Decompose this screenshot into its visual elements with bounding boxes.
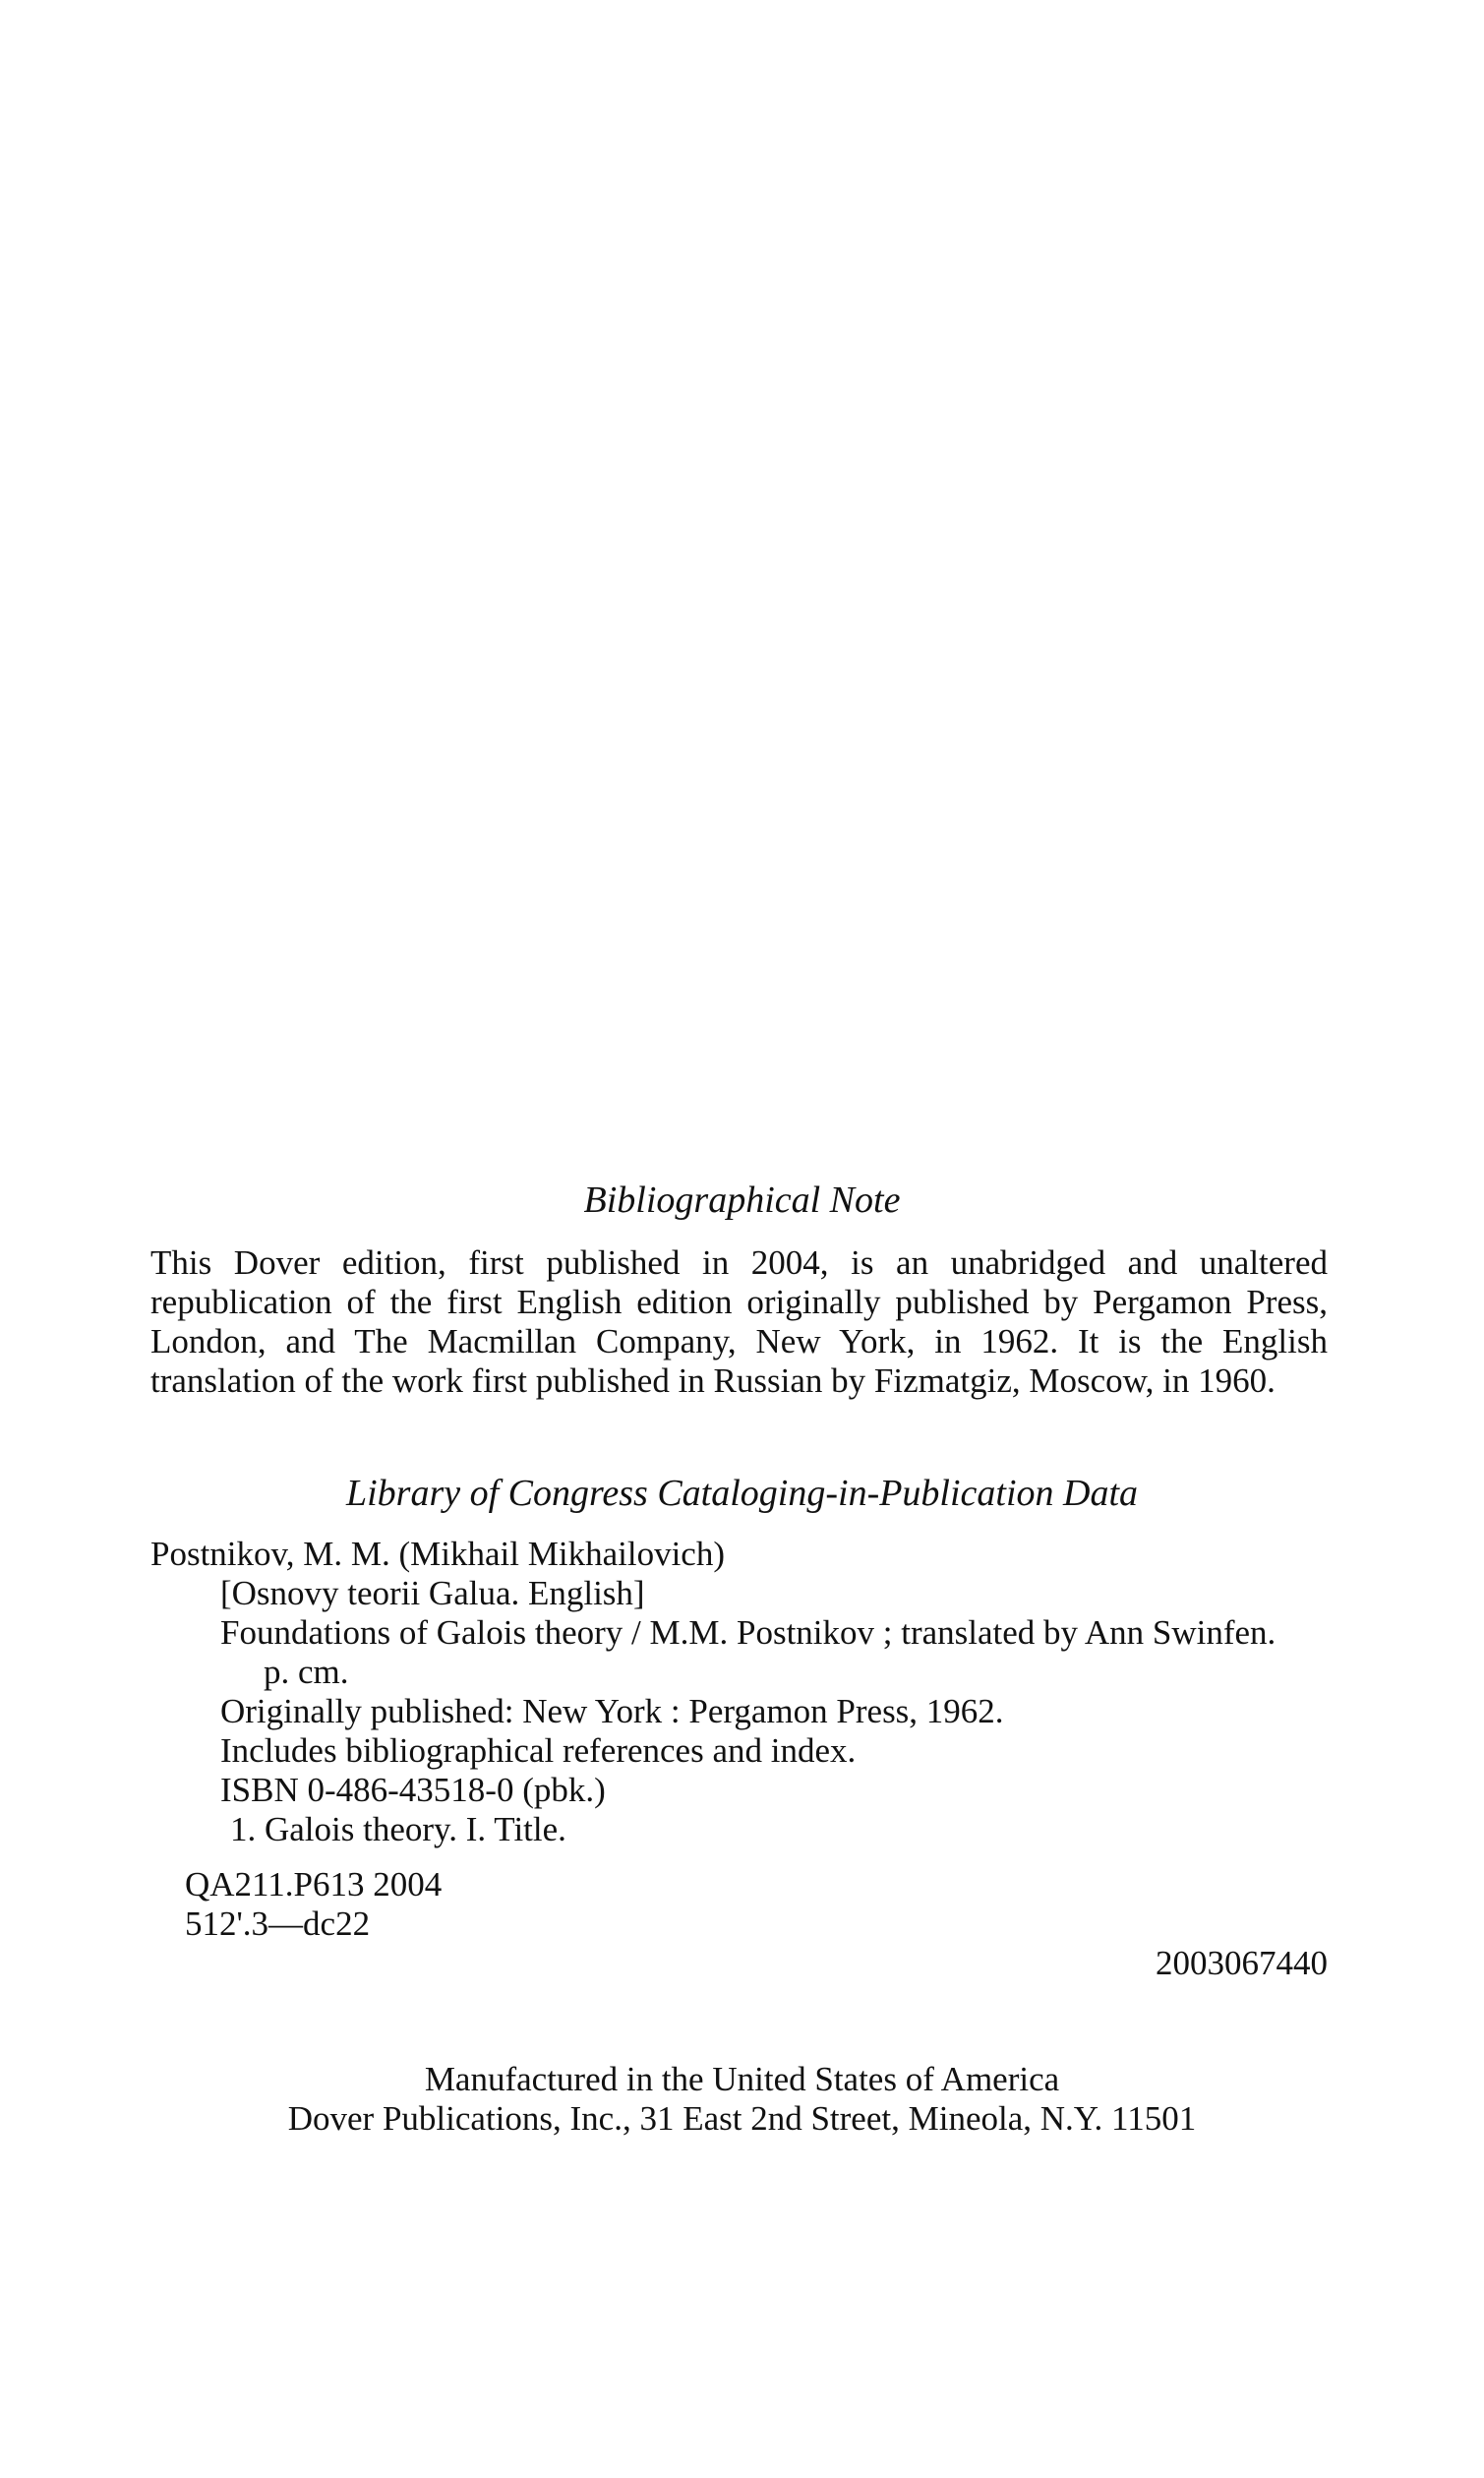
manufactured-line: Manufactured in the United States of America: [424, 2060, 1060, 2098]
cip-subjects: 1. Galois theory. I. Title.: [230, 1810, 566, 1848]
cip-pages: p. cm.: [264, 1653, 349, 1691]
cataloging-heading-part1: Library: [345, 1473, 470, 1514]
cip-dewey: 512'.3—dc22: [185, 1904, 371, 1943]
note-line-1: This Dover edition, first published in 2004, is an unabridged and unaltered: [150, 1243, 1328, 1282]
note-line-4: translation of the work first published in Russian by Fizmatgiz, Moscow, in 1960.: [150, 1361, 1276, 1400]
cip-lc-class: QA211.P613 2004: [185, 1865, 443, 1904]
cip-isbn: ISBN 0-486-43518-0 (pbk.): [220, 1771, 606, 1809]
note-line-3: London, and The Macmillan Company, New York, in 1962. It is the English: [150, 1322, 1328, 1360]
cataloging-heading: [0, 1472, 1484, 1515]
bibliographical-note-heading: Bibliographical Note: [583, 1179, 901, 1221]
cataloging-heading-of: of: [469, 1473, 500, 1514]
cip-originally-published: Originally published: New York : Pergamon Press, 1962.: [220, 1692, 1004, 1730]
note-line-2: republication of the first English edition originally published by Pergamon Press,: [150, 1283, 1328, 1321]
cip-includes: Includes bibliographical references and index.: [220, 1731, 857, 1770]
cip-author: Postnikov, M. M. (Mikhail Mikhailovich): [150, 1535, 725, 1573]
cataloging-heading-part2: Congress Cataloging-in-Publication Data: [499, 1473, 1139, 1514]
cip-lccn: 2003067440: [1156, 1944, 1328, 1982]
cip-original-title: [Osnovy teorii Galua. English]: [220, 1574, 645, 1612]
cip-title: Foundations of Galois theory / M.M. Postnikov ; translated by Ann Swinfen.: [220, 1613, 1276, 1652]
publisher-address: Dover Publications, Inc., 31 East 2nd Street, Mineola, N.Y. 11501: [287, 2099, 1197, 2138]
